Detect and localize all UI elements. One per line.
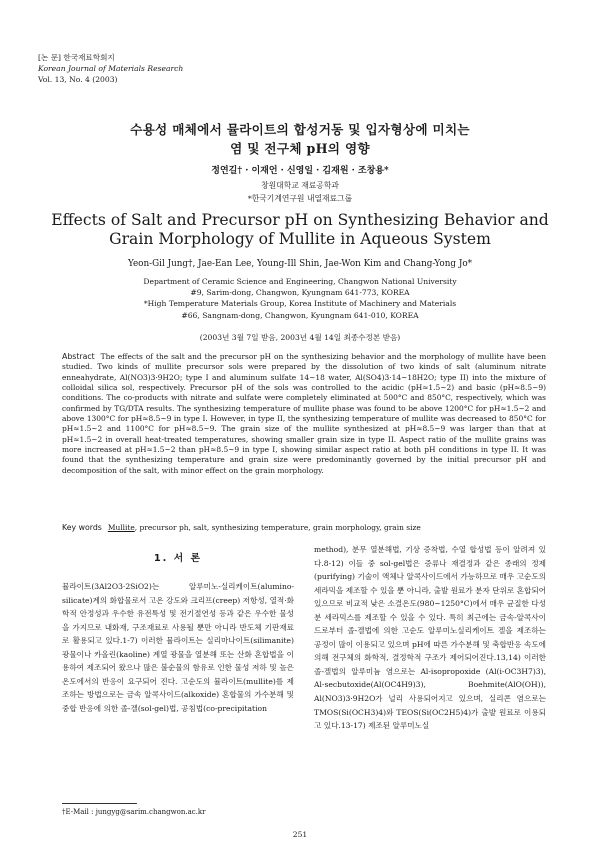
- section-heading: 1. 서 론: [153, 553, 203, 564]
- affiliation-en-2: #9, Sarim-dong, Changwon, Kyungnam 641-773, KOREA: [190, 288, 410, 298]
- affiliation-en-4: #66, Sangnam-dong, Changwon, Kyungnam 641-010, KOREA: [181, 310, 419, 320]
- footnote-divider: [62, 803, 137, 804]
- title-korean: [0, 120, 600, 158]
- authors-english: Yeon-Gil Jung†, Jae-Ean Lee, Young-Ill Shin, Jae-Won Kim and Chang-Yong Jo*: [127, 259, 473, 269]
- affiliation-ko-1: 창원대학교 재료공학과: [261, 181, 339, 190]
- authors-korean: 정연길† · 이재언 · 신영일 · 김재원 · 조창용*: [211, 166, 389, 176]
- title-english-line-1: Effects of Salt and Precursor pH on Synthesizing Behavior and: [51, 211, 549, 229]
- title-english: [0, 211, 600, 249]
- title-english-line-2: Grain Morphology of Mullite in Aqueous System: [109, 230, 491, 248]
- keyword-first: Mullite: [107, 523, 135, 532]
- affiliations-english: [0, 276, 600, 321]
- keywords-rest: , precursor ph, salt, synthesizing temperature, grain morphology, grain size: [134, 523, 421, 532]
- journal-volume: Vol. 13, No. 4 (2003): [38, 75, 118, 84]
- title-korean-line-2: 염 및 전구체 pH의 영향: [230, 141, 370, 156]
- abstract: [62, 352, 546, 476]
- title-korean-line-1: 수용성 매체에서 뮬라이트의 합성거동 및 입자형상에 미치는: [130, 122, 470, 137]
- abstract-label: Abstract: [62, 352, 95, 361]
- affiliation-en-1: Department of Ceramic Science and Engineering, Changwon National University: [143, 277, 457, 286]
- affiliations-korean: [0, 180, 600, 205]
- keywords: [62, 523, 546, 532]
- abstract-text: The effects of the salt and the precursor pH on the synthesizing behavior and the morphology of mullite have been studied. Two kinds of mullite precursor sols were prepared by the dissolution of two kinds of salt (aluminum nitrate enneahydrate, Al(NO3)3·9H2O; type I and aluminum sulfate 14~18 water, Al(SO4)3·14~18H2O; type II) into the mixture of colloidal silica sol, respectively. Precursor pH of the sols was controlled to the acidic (pH≈1.5~2) and basic (pH≈8.5~9) conditions. The co-products with nitrate and sulfate were completely eliminated at 500°C and 850°C, respectively, which was confirmed by TG/DTA results. The synthesizing temperature of mullite phase was found to be above 1200°C for pH≈1.5~2 and above 1300°C for pH≈8.5~9 in type I. However, in type II, the synthesizing temperature of mullite was decreased to 850°C for pH≈1.5~2 and 1100°C for pH≈8.5~9. The grain size of the mullite synthesized at pH≈8.5~9 was larger than that at pH≈1.5~2 in overall heat-treated temperatures, showing smaller grain size in type II. Aspect ratio of the mullite grains was more increased at pH≈1.5~2 than pH≈8.5~9 in type I, showing similar aspect ratio at both pH conditions in type II. It was found that the synthesizing temperature and grain size were predominantly governed by the initial precursor pH and decomposition of the salt, with minor effect on the grain morphology.: [62, 352, 546, 475]
- keywords-label: Key words: [62, 523, 102, 532]
- body-column-right: method), 분무 열분해법, 기상 증착법, 수열 합성법 등이 알려져 있다.8-12) 이들 중 sol-gel법은 증류나 재결정과 같은 종래의 정제(purifying) 기술이 액체나 알콕사이드에서 가능하므로 매우 고순도의 세라믹을 제조할 수 있을 뿐 아니라, 출발 원료가 분자 단위로 혼합되어 있으므로 비교적 낮은 소결온도(980~1250°C)에서 매우 균질한 다성분 세라믹스를 제조할 수 있을 수 있다. 특히 최근에는 금속-알콕사이드로부터 졸-겔법에 의한 고순도 알루미노실리케이트 겔을 제조하는 공정이 많이 이용되고 있으며 pH에 따른 가수분해 및 축합반응 속도에 의해 전구체의 화학적, 결정학적 구조가 제어되어진다.13,14) 이러한 졸-겔법의 알루미늄 염으로는 Al-isopropoxide (Al(i-OC3H7)3), Al-secbutoxide(Al(OC4H9)3), Boehmite(AlO(OH)), Al(NO3)3·9H2O가 널리 사용되어지고 있으며, 실리콘 염으로는 TMOS(Si(OCH3)4)와 TEOS(Si(OC2H5)4)가 출발 원료로 이용되고 있다.13-17) 제조된 알루미노실: [314, 545, 546, 731]
- affiliation-en-3: *High Temperature Materials Group, Korea Institute of Machinery and Materials: [143, 299, 457, 309]
- received-dates: (2003년 3월 7일 받음, 2003년 4월 14일 최종수정본 받음): [199, 333, 401, 342]
- journal-name-ko: [논 문] 한국재료학회지: [38, 53, 115, 62]
- affiliation-ko-2: *한국기계연구원 내열재료그룹: [247, 193, 353, 203]
- body-column-left: 뮬라이트(3Al2O3·2SiO2)는 알루미노-실리케이트(alumino-silicate)계의 화합물로서 고온 강도와 크리프(creep) 저항성, 열적·화학적 안정성과 우수한 유전특성 및 전기절연성 등과 같은 우수한 물성을 가지므로 내화재, 구조재료로 사용될 뿐만 아니라 반도체 기판재료로 활용되고 있다.1-7) 이러한 뮬라이트는 실리마나이트(silimanite) 광물이나 카올린(kaoline) 계열 광물을 열분해 또는 산화 혼합법을 이용하여 제조되어 왔으나 많은 불순물의 함유로 인한 물성 저하 및 높은 온도에서의 반응이 요구되어 진다. 고순도의 뮬라이트(mullite)를 제조하는 방법으로는 금속 알콕사이드(alkoxide) 혼합물의 가수분해 및 중합 반응에 의한 졸-겔(sol-gel)법, 공침법(co-precipitation: [62, 582, 294, 713]
- page-number: 251: [292, 830, 308, 839]
- journal-header: [38, 52, 183, 85]
- journal-name-en: Korean Journal of Materials Research: [38, 64, 184, 73]
- footnote-email: †E-Mail : jungyg@sarim.changwon.ac.kr: [62, 808, 206, 816]
